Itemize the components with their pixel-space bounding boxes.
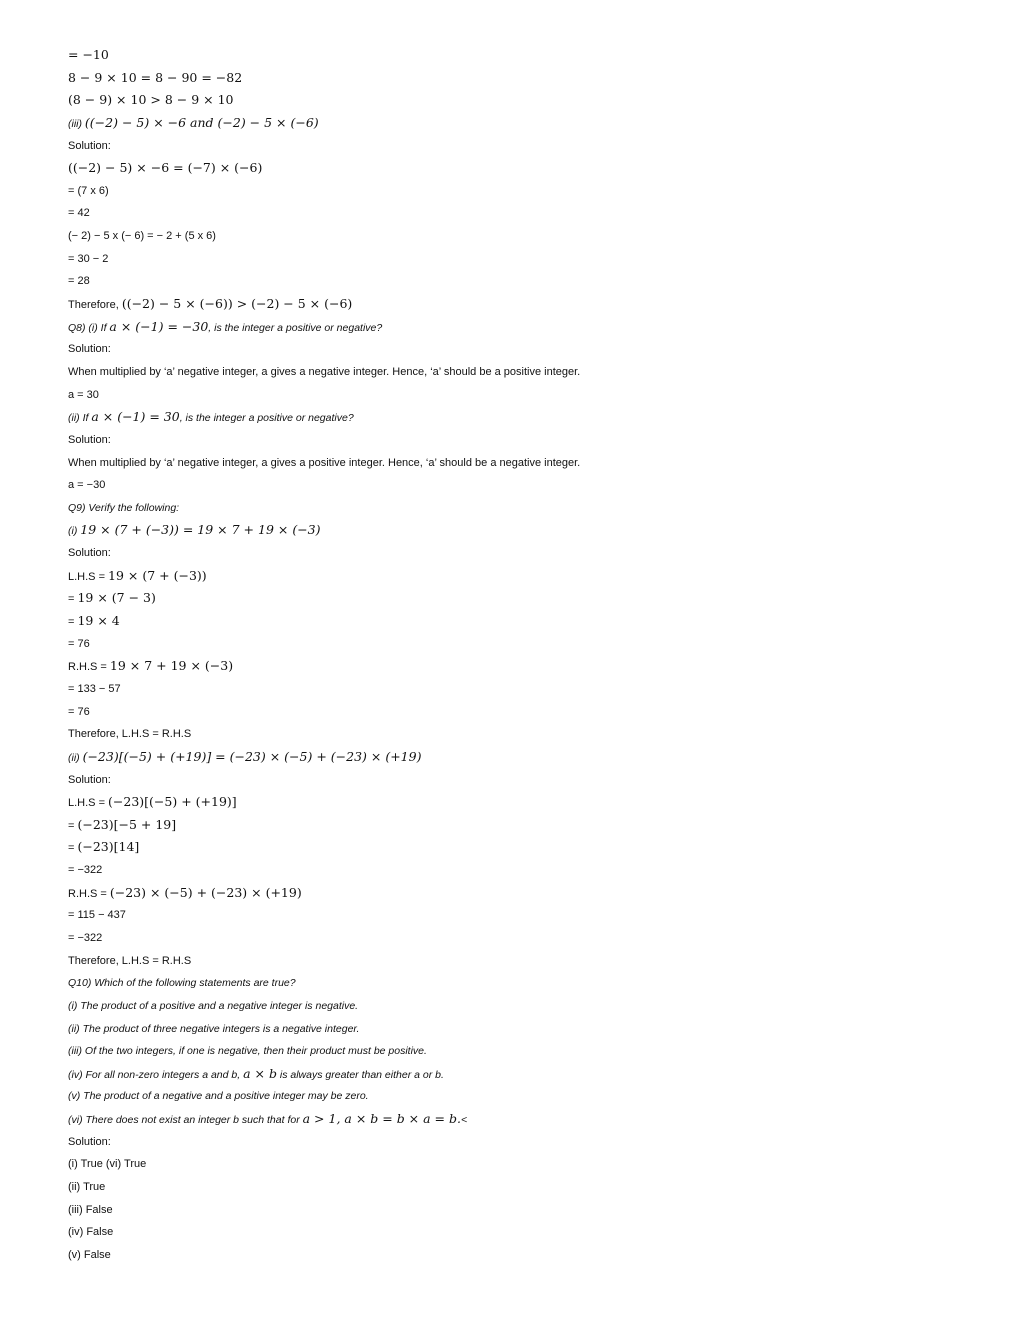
math-expression: 19 × 7 + 19 × (−3)	[109, 658, 234, 674]
text-line	[68, 293, 968, 316]
text-line	[68, 135, 968, 158]
text-run: =	[68, 616, 78, 629]
text-run: a = −30	[68, 479, 106, 492]
math-expression: a > 1, a × b = b × a = b.	[302, 1111, 461, 1127]
document-page	[68, 44, 968, 1267]
text-run: Solution:	[68, 433, 111, 446]
text-line	[68, 678, 968, 701]
text-run: =	[68, 842, 78, 855]
question-line	[68, 497, 968, 520]
text-run: Solution:	[68, 547, 111, 560]
text-line	[68, 655, 968, 678]
text-run: is always greater than either a or b.	[276, 1068, 444, 1081]
math-expression: 19 × (7 − 3)	[77, 590, 156, 606]
text-line	[68, 565, 968, 588]
text-line	[68, 791, 968, 814]
text-line	[68, 927, 968, 950]
math-expression: 8 − 9 × 10 = 8 − 90 = −82	[68, 69, 243, 85]
text-line	[68, 384, 968, 407]
text-line	[68, 180, 968, 203]
question-line	[68, 316, 968, 339]
text-run: = 133 − 57	[68, 682, 121, 695]
text-run: L.H.S =	[68, 797, 109, 810]
text-run: Solution:	[68, 139, 111, 152]
text-line	[68, 633, 968, 656]
math-line	[68, 44, 968, 67]
text-line	[68, 202, 968, 225]
math-line	[68, 67, 968, 90]
text-run: Therefore,	[68, 299, 122, 312]
math-line	[68, 157, 968, 180]
math-expression: a × (−1) = −30	[109, 318, 209, 334]
text-run: (ii) True	[68, 1181, 106, 1194]
text-run: (− 2) − 5 x (− 6) = − 2 + (5 x 6)	[68, 230, 216, 243]
text-line	[68, 248, 968, 271]
math-expression: ((−2) − 5) × −6 and (−2) − 5 × (−6)	[84, 114, 319, 130]
text-line	[68, 769, 968, 792]
text-run: (v) False	[68, 1248, 111, 1261]
text-run: = 30 − 2	[68, 252, 109, 265]
question-line	[68, 406, 968, 429]
text-line	[68, 587, 968, 610]
text-line	[68, 836, 968, 859]
text-run: When multiplied by ‘a’ negative integer, a gives a negative integer. Hence, ‘a’ should be a positive integer.	[68, 365, 581, 378]
text-run: (v) The product of a negative and a positive integer may be zero.	[68, 1090, 369, 1103]
question-line	[68, 112, 968, 135]
math-expression: (−23)[−5 + 19]	[77, 816, 177, 832]
text-line	[68, 882, 968, 905]
text-line	[68, 950, 968, 973]
text-line	[68, 1176, 968, 1199]
text-run: = 76	[68, 705, 90, 718]
text-run: Q9) Verify the following:	[68, 501, 180, 514]
math-expression: = −10	[68, 47, 109, 62]
text-line	[68, 610, 968, 633]
text-line	[68, 1221, 968, 1244]
text-run: (iii) False	[68, 1203, 113, 1216]
text-run: (ii)	[68, 751, 83, 764]
text-run: (i)	[68, 525, 81, 538]
text-line	[68, 723, 968, 746]
text-run: Solution:	[68, 1135, 111, 1148]
text-line	[68, 814, 968, 837]
question-line	[68, 519, 968, 542]
text-run: Therefore, L.H.S = R.H.S	[68, 728, 192, 741]
text-line	[68, 1199, 968, 1222]
text-run: <	[460, 1114, 468, 1127]
text-run: Q8) (i) If	[68, 321, 110, 334]
text-line	[68, 1244, 968, 1267]
text-line	[68, 361, 968, 384]
text-line	[68, 701, 968, 724]
math-expression: a × (−1) = 30	[91, 409, 180, 425]
text-run: Q10) Which of the following statements are true?	[68, 977, 296, 990]
text-run: = 28	[68, 275, 90, 288]
text-run: Solution:	[68, 343, 111, 356]
text-line	[68, 1131, 968, 1154]
text-line	[68, 1153, 968, 1176]
question-line	[68, 972, 968, 995]
text-line	[68, 429, 968, 452]
text-run: = −322	[68, 864, 103, 877]
text-line	[68, 452, 968, 475]
text-run: (iii)	[68, 117, 85, 130]
text-line	[68, 542, 968, 565]
text-run: (vi) There does not exist an integer b such that for	[68, 1114, 303, 1127]
text-run: = 76	[68, 637, 90, 650]
math-expression: a × b	[243, 1065, 277, 1081]
text-run: , is the integer a positive or negative?	[179, 412, 354, 425]
text-run: When multiplied by ‘a’ negative integer, a gives a positive integer. Hence, ‘a’ should be a negative integer.	[68, 456, 581, 469]
math-expression: (−23)[14]	[77, 839, 140, 855]
question-line	[68, 1085, 968, 1108]
text-run: Therefore, L.H.S = R.H.S	[68, 954, 192, 967]
text-run: = 115 − 437	[68, 909, 126, 922]
math-expression: 19 × 4	[77, 613, 120, 629]
question-line	[68, 746, 968, 769]
text-run: =	[68, 819, 78, 832]
math-expression: 19 × (7 + (−3))	[108, 567, 207, 583]
math-expression: (8 − 9) × 10 > 8 − 9 × 10	[68, 92, 234, 108]
text-line	[68, 225, 968, 248]
question-line	[68, 995, 968, 1018]
question-line	[68, 1040, 968, 1063]
text-run: = (7 x 6)	[68, 184, 109, 197]
text-run: L.H.S =	[68, 570, 109, 583]
text-run: =	[68, 593, 78, 606]
math-expression: 19 × (7 + (−3)) = 19 × 7 + 19 × (−3)	[80, 522, 321, 538]
math-line	[68, 89, 968, 112]
text-run: (i) The product of a positive and a negative integer is negative.	[68, 999, 359, 1012]
text-run: (i) True (vi) True	[68, 1158, 147, 1171]
text-line	[68, 859, 968, 882]
text-line	[68, 338, 968, 361]
question-line	[68, 1108, 968, 1131]
text-run: (iii) Of the two integers, if one is negative, then their product must be positive.	[68, 1045, 427, 1058]
question-line	[68, 1063, 968, 1086]
text-run: = −322	[68, 931, 103, 944]
text-line	[68, 474, 968, 497]
text-run: , is the integer a positive or negative?	[208, 321, 383, 334]
text-run: (iv) False	[68, 1226, 114, 1239]
text-run: a = 30	[68, 388, 99, 401]
text-line	[68, 270, 968, 293]
text-run: (ii) The product of three negative integers is a negative integer.	[68, 1022, 360, 1035]
text-run: R.H.S =	[68, 661, 110, 674]
math-expression: (−23)[(−5) + (+19)]	[108, 794, 237, 810]
text-run: (iv) For all non-zero integers a and b,	[68, 1068, 244, 1081]
question-line	[68, 1018, 968, 1041]
math-expression: (−23)[(−5) + (+19)] = (−23) × (−5) + (−23) × (+19)	[82, 748, 422, 764]
math-expression: ((−2) − 5 × (−6)) > (−2) − 5 × (−6)	[121, 296, 353, 312]
text-run: (ii) If	[68, 412, 92, 425]
text-run: Solution:	[68, 773, 111, 786]
text-run: R.H.S =	[68, 887, 110, 900]
text-run: = 42	[68, 207, 90, 220]
text-line	[68, 904, 968, 927]
math-expression: ((−2) − 5) × −6 = (−7) × (−6)	[68, 160, 263, 176]
math-expression: (−23) × (−5) + (−23) × (+19)	[109, 884, 302, 900]
